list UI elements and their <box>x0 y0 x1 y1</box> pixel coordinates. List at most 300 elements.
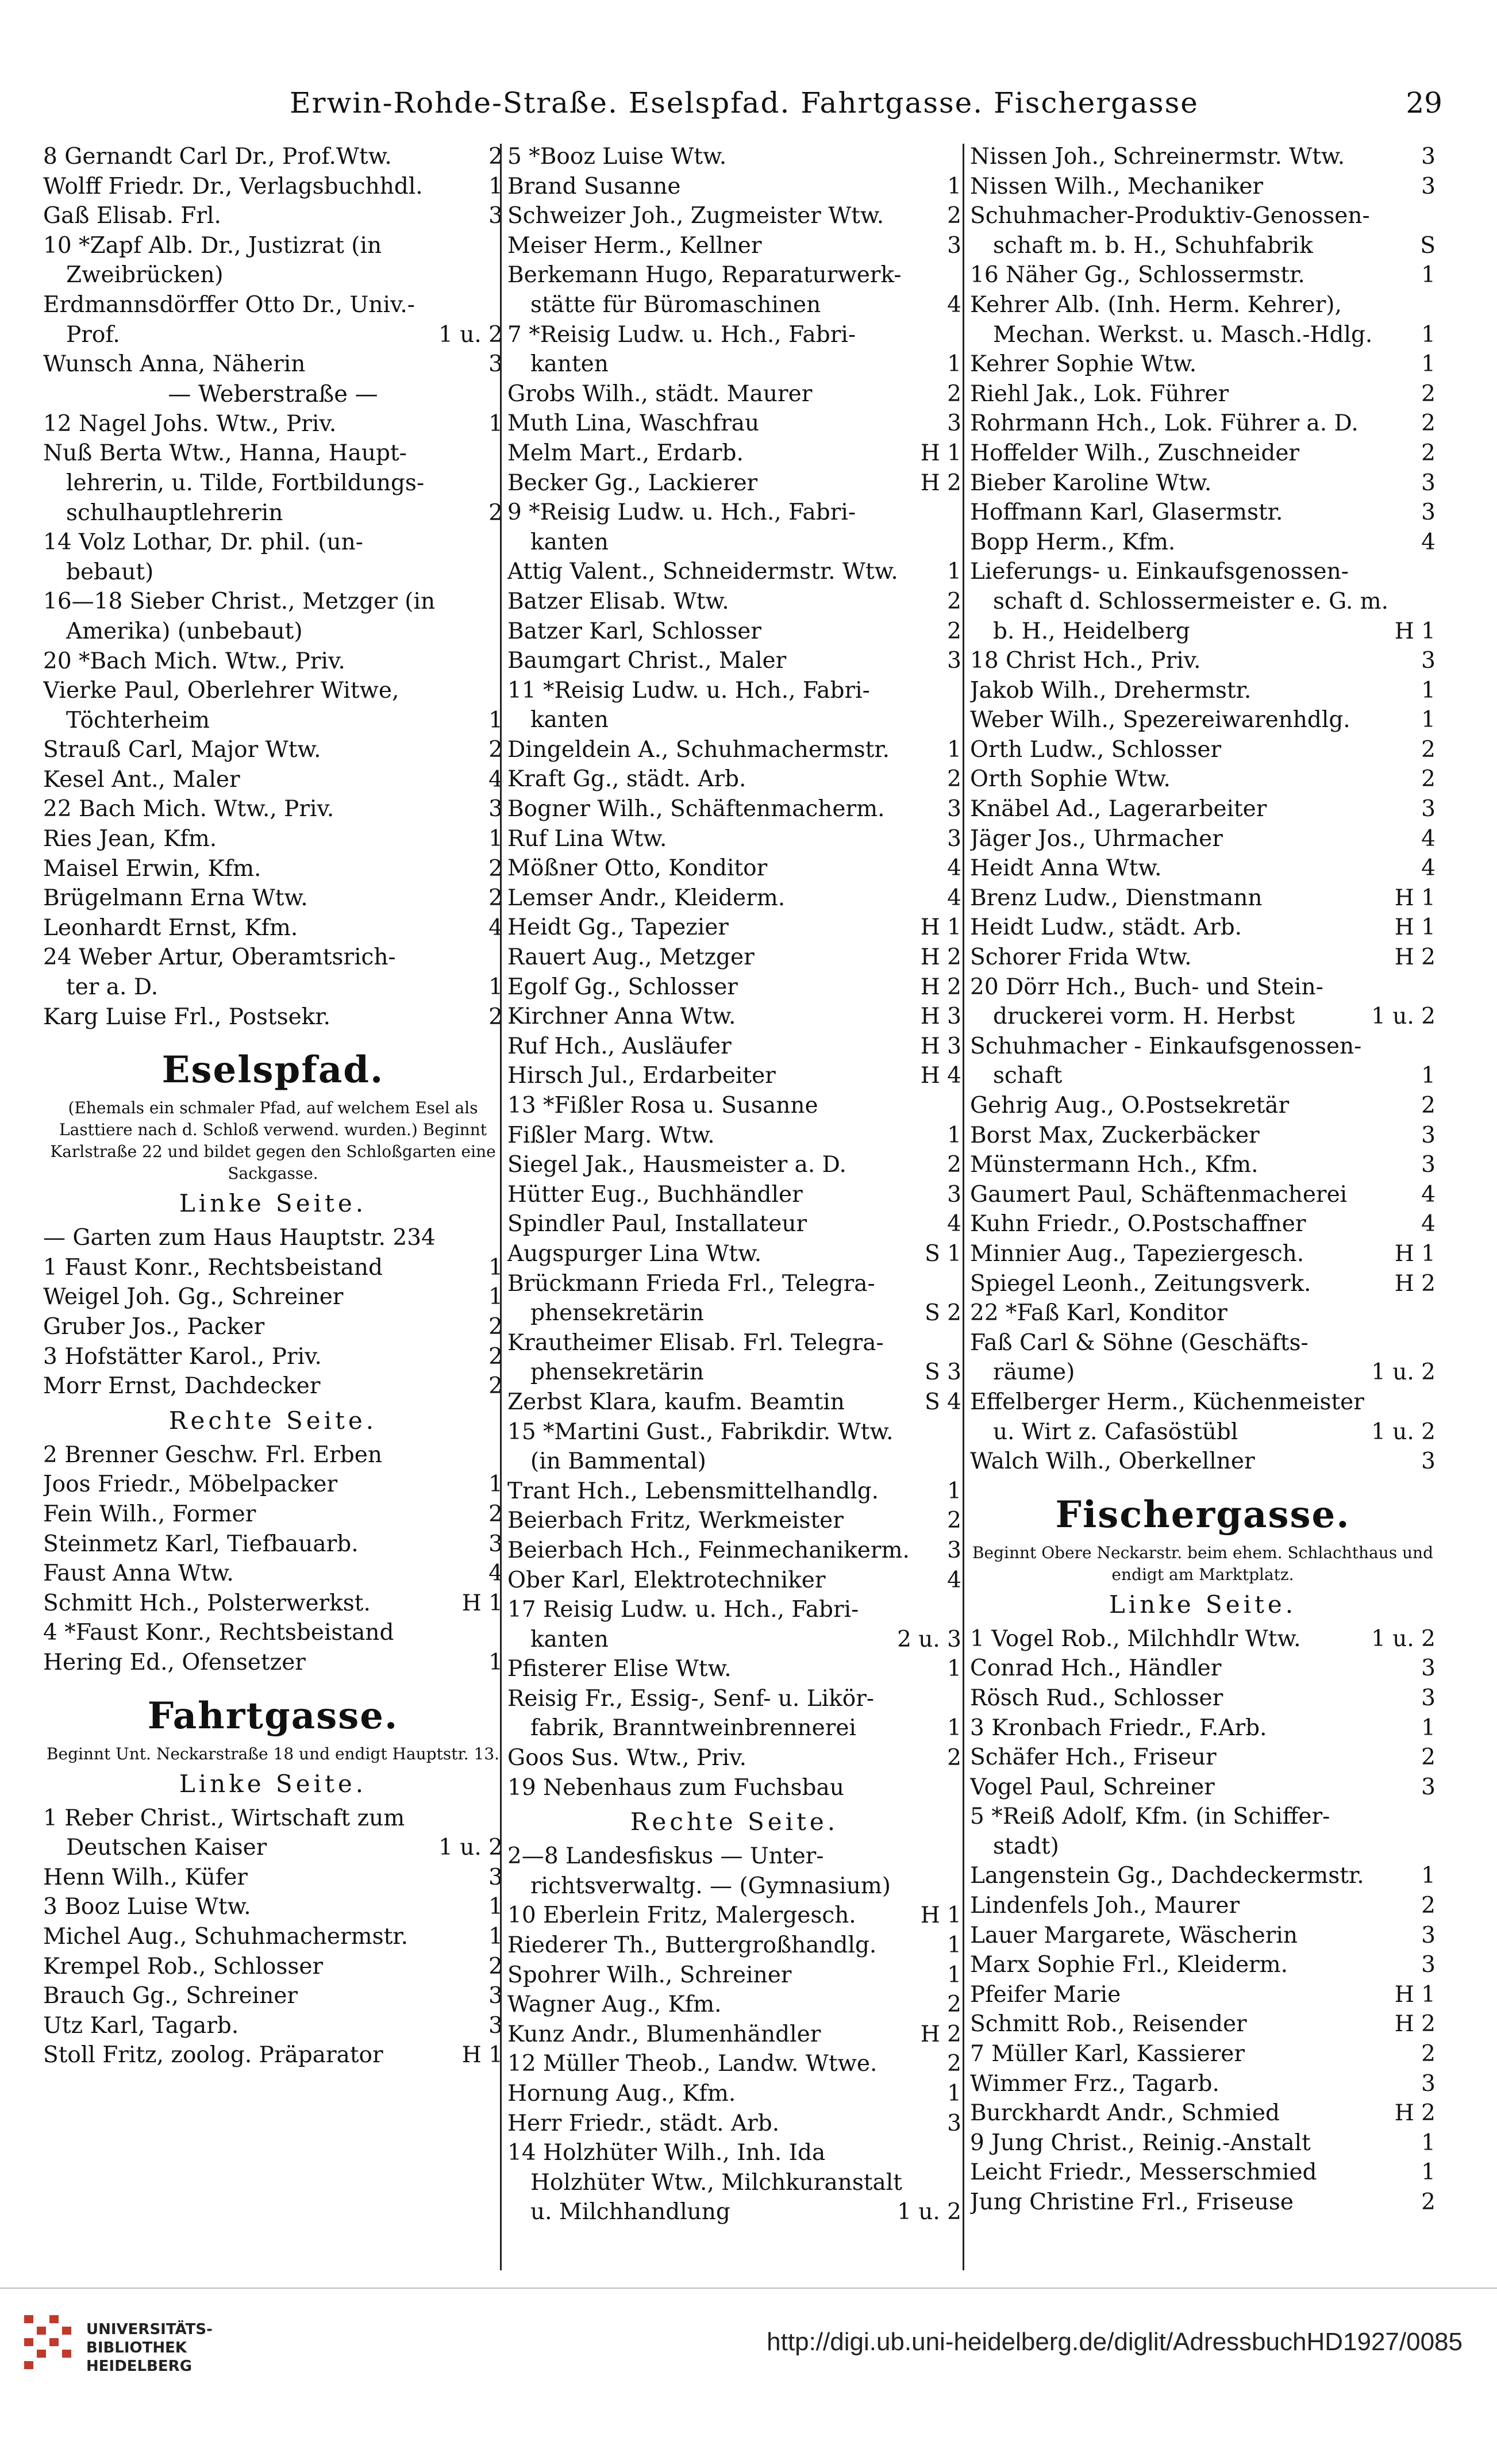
directory-entry <box>970 974 1436 1004</box>
entry-floor: H 3 <box>920 1004 961 1030</box>
directory-entry <box>970 737 1436 767</box>
entry-text: 11 *Reisig Ludw. u. Hch., Fabri- <box>507 677 870 704</box>
directory-entry <box>507 589 961 618</box>
entry-floor: 3 <box>488 796 503 822</box>
directory-entry <box>970 2189 1436 2219</box>
directory-entry <box>507 1300 961 1330</box>
entry-floor: 3 <box>1421 648 1436 674</box>
entry-text: Pfisterer Elise Wtw. <box>507 1656 732 1682</box>
entry-floor: H 1 <box>461 2042 503 2069</box>
entry-text: Riederer Th., Buttergroßhandlg. <box>507 1932 877 1959</box>
entry-text: Gaß Elisab. Frl. <box>43 203 221 229</box>
directory-entry <box>43 678 503 708</box>
entry-floor: 3 <box>1421 1448 1436 1475</box>
entry-text: Lauer Margarete, Wäscherin <box>970 1922 1298 1948</box>
entry-floor: 3 <box>488 1983 503 2009</box>
entry-floor: 3 <box>947 825 961 852</box>
entry-text: Kunz Andr., Blumenhändler <box>507 2021 821 2047</box>
directory-entry <box>970 410 1436 440</box>
directory-entry <box>507 1597 961 1627</box>
entry-text: Goos Sus. Wtw., Priv. <box>507 1745 747 1771</box>
directory-entry <box>507 1902 961 1932</box>
directory-entry <box>507 1745 961 1775</box>
directory-entry <box>43 1650 503 1679</box>
entry-floor: 1 u. 2 <box>897 2199 961 2225</box>
entry-text: Marx Sophie Frl., Kleiderm. <box>970 1952 1288 1978</box>
entry-floor: 1 u. 2 <box>438 1835 503 1861</box>
entry-text: Spohrer Wilh., Schreiner <box>507 1962 792 1988</box>
directory-entry <box>970 470 1436 500</box>
entry-floor: 4 <box>488 914 503 941</box>
entry-text: Egolf Gg., Schlosser <box>507 974 738 1000</box>
entry-floor: 3 <box>1421 1774 1436 1800</box>
entry-floor: 3 <box>947 796 961 822</box>
directory-entry <box>970 1685 1436 1715</box>
directory-entry <box>507 499 961 529</box>
directory-entry <box>43 1471 503 1501</box>
directory-entry <box>970 1359 1436 1389</box>
directory-entry <box>507 1004 961 1033</box>
entry-text: Trant Hch., Lebensmittelhandlg. <box>507 1478 879 1504</box>
entry-floor: 1 <box>947 1715 961 1742</box>
entry-text: 4 *Faust Konr., Rechtsbeistand <box>43 1620 394 1646</box>
entry-floor: S <box>1420 232 1436 259</box>
column-2 <box>500 144 961 2270</box>
entry-text: 3 Kronbach Friedr., F.Arb. <box>970 1715 1267 1741</box>
directory-entry <box>970 1448 1436 1478</box>
entry-floor: 3 <box>488 1531 503 1557</box>
directory-entry <box>507 381 961 411</box>
entry-floor: 2 <box>1421 380 1436 407</box>
entry-text: phensekretärin <box>530 1300 704 1327</box>
entry-text: Rohrmann Hch., Lok. Führer a. D. <box>970 410 1359 437</box>
directory-entry <box>43 974 503 1004</box>
entry-text: Schäfer Hch., Friseur <box>970 1744 1217 1771</box>
entry-text: Spiegel Leonh., Zeitungsverk. <box>970 1270 1311 1297</box>
entry-floor: 2 <box>488 885 503 912</box>
entry-floor: 2 <box>1421 440 1436 466</box>
entry-text: Bogner Wilh., Schäftenmacherm. <box>507 796 885 822</box>
entry-floor: 3 <box>1421 499 1436 526</box>
directory-entry <box>507 1686 961 1716</box>
directory-entry <box>970 1893 1436 1923</box>
entry-floor: 3 <box>947 1537 961 1563</box>
entry-floor: 2 <box>947 1745 961 1771</box>
entry-text: Lemser Andr., Kleiderm. <box>507 885 786 911</box>
entry-text: Becker Gg., Lackierer <box>507 470 758 496</box>
directory-entry <box>507 1063 961 1093</box>
entry-text: Steinmetz Karl, Tiefbauarb. <box>43 1531 359 1557</box>
entry-text: 24 Weber Artur, Oberamtsrich- <box>43 944 396 971</box>
entry-text: Ober Karl, Elektrotechniker <box>507 1567 826 1593</box>
entry-text: Nuß Berta Wtw., Hanna, Haupt- <box>43 440 407 467</box>
directory-entry <box>970 885 1436 915</box>
directory-entry <box>970 766 1436 796</box>
entry-floor: 1 <box>1421 262 1436 289</box>
footer <box>0 2288 1497 2464</box>
entry-text: 3 Hofstätter Karol., Priv. <box>43 1343 322 1370</box>
entry-text: Knäbel Ad., Lagerarbeiter <box>970 796 1267 822</box>
entry-text: 1 Faust Konr., Rechtsbeistand <box>43 1254 383 1281</box>
street-description: Beginnt Obere Neckarstr. beim ehem. Schlachthaus und endigt am Marktplatz. <box>972 1543 1434 1584</box>
logo-line: BIBLIOTHEK <box>86 2339 187 2357</box>
entry-text: Krempel Rob., Schlosser <box>43 1953 324 1979</box>
directory-entry <box>970 262 1436 292</box>
directory-entry <box>43 1983 503 2013</box>
directory-entry <box>43 1894 503 1924</box>
entry-text: Spindler Paul, Installateur <box>507 1211 807 1237</box>
directory-entry <box>43 885 503 915</box>
directory-entry <box>507 1152 961 1182</box>
entry-text: Muth Lina, Waschfrau <box>507 410 760 437</box>
entry-floor: H 2 <box>920 2021 961 2047</box>
entry-floor: 4 <box>947 291 961 318</box>
entry-text: Batzer Karl, Schlosser <box>507 618 761 644</box>
entry-floor: 4 <box>488 766 503 793</box>
entry-floor: 2 <box>947 203 961 229</box>
entry-text: Mößner Otto, Konditor <box>507 855 768 882</box>
entry-text: Bopp Herm., Kfm. <box>970 529 1176 555</box>
directory-entry <box>43 826 503 856</box>
directory-entry <box>507 826 961 856</box>
entry-floor: 2 <box>947 766 961 793</box>
entry-floor: 2 <box>1421 1093 1436 1118</box>
entry-text: Gaumert Paul, Schäftenmacherei <box>970 1181 1348 1208</box>
directory-entry <box>507 1567 961 1597</box>
directory-entry <box>507 440 961 470</box>
entry-floor: 3 <box>1421 1122 1436 1148</box>
entry-text: fabrik, Branntweinbrennerei <box>530 1715 856 1742</box>
entry-text: Ruf Lina Wtw. <box>507 825 667 852</box>
directory-entry <box>507 2081 961 2111</box>
entry-text: Kraft Gg., städt. Arb. <box>507 766 746 793</box>
entry-floor: 1 u. 2 <box>1371 1419 1436 1445</box>
directory-entry <box>507 1241 961 1271</box>
entry-floor: 1 u. 2 <box>1371 1625 1436 1652</box>
side-heading: Rechte Seite. <box>630 1808 839 1836</box>
directory-entry <box>970 2159 1436 2189</box>
entry-floor: 1 <box>1421 351 1436 378</box>
entry-floor: 3 <box>1421 173 1436 199</box>
entry-floor: 4 <box>1421 1181 1436 1208</box>
entry-floor: H 2 <box>920 470 961 496</box>
directory-entry <box>970 1833 1436 1863</box>
entry-text: Weber Wilh., Spezereiwarenhdlg. <box>970 707 1350 733</box>
entry-text: Walch Wilh., Oberkellner <box>970 1448 1255 1475</box>
directory-entry <box>970 1744 1436 1774</box>
entry-text: Faß Carl & Söhne (Geschäfts- <box>970 1329 1309 1356</box>
directory-entry <box>970 1123 1436 1152</box>
entry-text: 15 *Martini Gust., Fabrikdir. Wtw. <box>507 1419 894 1445</box>
entry-floor: 3 <box>1421 1685 1436 1711</box>
entry-text: Herr Friedr., städt. Arb. <box>507 2110 780 2136</box>
entry-text: Brauch Gg., Schreiner <box>43 1983 298 2009</box>
entry-floor: 3 <box>488 2012 503 2039</box>
entry-text: 3 Booz Luise Wtw. <box>43 1894 251 1920</box>
entry-text: Hirsch Jul., Erdarbeiter <box>507 1063 776 1089</box>
entry-text: Rösch Rud., Schlosser <box>970 1685 1223 1711</box>
entry-floor: H 1 <box>1394 1240 1436 1267</box>
entry-floor: 2 <box>488 737 503 763</box>
directory-entry <box>970 440 1436 470</box>
directory-entry <box>970 1063 1436 1093</box>
directory-entry <box>970 381 1436 411</box>
entry-text: Heidt Anna Wtw. <box>970 855 1162 882</box>
digital-library-link[interactable]: http://digi.ub.uni-heidelberg.de/diglit/AdressbuchHD1927/0085 <box>767 2328 1463 2356</box>
column-3 <box>963 144 1436 2270</box>
directory-entry <box>507 1182 961 1212</box>
directory-entry <box>507 2111 961 2140</box>
entry-floor: 1 <box>947 1478 961 1504</box>
entry-floor: 1 u. 2 <box>438 321 503 348</box>
logo-square <box>37 2350 46 2358</box>
entry-text: Beierbach Fritz, Werkmeister <box>507 1508 844 1534</box>
entry-floor: H 2 <box>1394 2100 1436 2127</box>
directory-entry <box>43 737 503 767</box>
entry-floor: 2 <box>1421 2189 1436 2215</box>
entry-floor: 3 <box>947 648 961 674</box>
directory-entry <box>507 914 961 944</box>
entry-text: Morr Ernst, Dachdecker <box>43 1373 321 1400</box>
side-heading: Linke Seite. <box>179 1769 367 1798</box>
entry-text: schaft d. Schlossermeister e. G. m. <box>993 588 1389 614</box>
entry-text: Henn Wilh., Küfer <box>43 1864 248 1890</box>
side-heading: Rechte Seite. <box>168 1406 378 1435</box>
directory-entry <box>970 707 1436 737</box>
entry-text: 13 *Fißler Rosa u. Susanne <box>507 1093 818 1118</box>
entry-text: Hütter Eug., Buchhändler <box>507 1181 803 1208</box>
entry-text: Minnier Aug., Tapeziergesch. <box>970 1240 1304 1267</box>
entry-text: 10 Eberlein Fritz, Malergesch. <box>507 1902 856 1929</box>
entry-text: Meiser Herm., Kellner <box>507 232 762 259</box>
directory-entry <box>507 1656 961 1686</box>
entry-floor: 4 <box>947 1211 961 1237</box>
entry-floor: 1 <box>488 974 503 1001</box>
entry-text: Baumgart Christ., Maler <box>507 648 787 674</box>
directory-entry <box>507 707 961 737</box>
entry-floor: H 3 <box>920 1033 961 1059</box>
entry-floor: 1 <box>488 410 503 437</box>
library-logo-icon <box>17 2312 80 2375</box>
directory-entry <box>970 618 1436 648</box>
entry-text: Kesel Ant., Maler <box>43 766 240 793</box>
entry-floor: 2 <box>947 1992 961 2018</box>
entry-floor: 1 <box>947 2081 961 2106</box>
entry-text: Brügelmann Erna Wtw. <box>43 885 308 912</box>
entry-floor: 2 <box>1421 766 1436 793</box>
directory-entry <box>970 1952 1436 1982</box>
directory-entry <box>970 2041 1436 2071</box>
entry-text: kanten <box>530 529 609 555</box>
entry-floor: 1 <box>947 1962 961 1988</box>
entry-floor: 2 <box>488 1373 503 1400</box>
entry-floor: H 1 <box>1394 885 1436 911</box>
entry-text: 5 *Reiß Adolf, Kfm. (in Schiffer- <box>970 1804 1330 1830</box>
entry-text: Brenz Ludw., Dienstmann <box>970 885 1263 911</box>
entry-floor: 3 <box>488 351 503 378</box>
entry-floor: 2 <box>947 1508 961 1534</box>
entry-text: 14 Volz Lothar, Dr. phil. (un- <box>43 529 363 556</box>
street-description: Beginnt Unt. Neckarstraße 18 und endigt Hauptstr. 13. <box>46 1744 500 1763</box>
directory-entry <box>507 529 961 559</box>
entry-text: Nissen Joh., Schreinermstr. Wtw. <box>970 144 1345 170</box>
entry-floor: 4 <box>947 885 961 911</box>
entry-floor: 1 <box>1421 1063 1436 1089</box>
directory-entry <box>507 944 961 974</box>
directory-entry <box>43 233 503 263</box>
directory-entry <box>970 855 1436 885</box>
directory-entry <box>43 1954 503 1983</box>
entry-floor: 3 <box>947 1181 961 1208</box>
directory-entry <box>507 1093 961 1123</box>
directory-entry <box>507 2021 961 2051</box>
directory-entry <box>970 292 1436 322</box>
directory-entry <box>970 589 1436 618</box>
entry-text: Vierke Paul, Oberlehrer Witwe, <box>43 678 399 704</box>
directory-entry <box>43 351 503 381</box>
entry-text: 22 *Faß Karl, Konditor <box>970 1300 1227 1327</box>
directory-entry <box>970 559 1436 589</box>
entry-text: Brückmann Frieda Frl., Telegra- <box>507 1270 875 1297</box>
entry-floor: 2 <box>1421 410 1436 437</box>
entry-text: Münstermann Hch., Kfm. <box>970 1152 1259 1178</box>
directory-entry <box>507 1211 961 1241</box>
entry-floor: 2 <box>488 144 503 170</box>
entry-text: Erdmannsdörffer Otto Dr., Univ.- <box>43 291 415 318</box>
entry-text: Pfeifer Marie <box>970 1981 1121 2008</box>
directory-entry <box>507 2051 961 2081</box>
entry-text: u. Wirt z. Cafasöstübl <box>993 1419 1238 1445</box>
directory-entry <box>507 1419 961 1449</box>
directory-entry <box>970 1004 1436 1033</box>
directory-entry <box>43 708 503 737</box>
entry-floor: 1 <box>488 1471 503 1498</box>
entry-text: 12 Müller Theob., Landw. Wtwe. <box>507 2051 878 2077</box>
directory-entry <box>507 1359 961 1389</box>
directory-entry <box>43 2042 503 2072</box>
entry-text: Schweizer Joh., Zugmeister Wtw. <box>507 203 884 229</box>
entry-text: kanten <box>530 1626 609 1652</box>
directory-entry <box>43 1805 503 1835</box>
entry-floor: 1 u. 2 <box>1371 1004 1436 1030</box>
directory-entry <box>43 618 503 648</box>
entry-text: Wimmer Frz., Tagarb. <box>970 2070 1219 2097</box>
directory-entry <box>970 914 1436 944</box>
entry-text: Lieferungs- u. Einkaufsgenossen- <box>970 559 1349 585</box>
directory-entry <box>507 885 961 915</box>
entry-floor: H 1 <box>1394 618 1436 644</box>
entry-text: Vogel Paul, Schreiner <box>970 1774 1215 1800</box>
entry-text: Siegel Jak., Hausmeister a. D. <box>507 1152 846 1178</box>
entry-floor: 2 u. 3 <box>897 1626 961 1652</box>
entry-floor: 1 <box>488 1254 503 1281</box>
directory-entry <box>970 1655 1436 1685</box>
entry-floor: 3 <box>1421 2070 1436 2097</box>
directory-entry <box>43 144 503 174</box>
entry-text: Maisel Erwin, Kfm. <box>43 855 261 882</box>
running-title: Erwin-Rohde-Straße. Eselspfad. Fahrtgasse. Fischergasse <box>290 86 1199 120</box>
directory-entry <box>43 1865 503 1894</box>
directory-entry <box>507 1932 961 1962</box>
entry-text: Utz Karl, Tagarb. <box>43 2012 239 2039</box>
directory-entry <box>970 529 1436 559</box>
directory-entry <box>507 2140 961 2170</box>
entry-floor: 3 <box>1421 144 1436 170</box>
directory-entry <box>970 233 1436 263</box>
entry-text: Leonhardt Ernst, Kfm. <box>43 914 298 941</box>
entry-floor: 2 <box>947 380 961 407</box>
entry-floor: 3 <box>1421 1922 1436 1948</box>
street-title: Fahrtgasse. <box>147 1694 399 1738</box>
entry-text: Bieber Karoline Wtw. <box>970 470 1212 496</box>
directory-entry <box>970 1804 1436 1833</box>
entry-text: Strauß Carl, Major Wtw. <box>43 737 321 763</box>
directory-entry <box>43 1590 503 1620</box>
page-header <box>46 86 1442 132</box>
directory-entry <box>43 1620 503 1650</box>
directory-entry <box>507 410 961 440</box>
entry-text: Heidt Gg., Tapezier <box>507 914 729 941</box>
entry-floor: 2 <box>947 618 961 644</box>
entry-floor: 4 <box>488 1560 503 1587</box>
entry-text: 18 Christ Hch., Priv. <box>970 648 1201 674</box>
directory-entry <box>507 1508 961 1537</box>
entry-text: Nissen Wilh., Mechaniker <box>970 173 1264 199</box>
directory-entry <box>507 1962 961 1992</box>
directory-entry <box>43 1560 503 1590</box>
directory-entry <box>507 1271 961 1301</box>
entry-floor: 2 <box>947 588 961 614</box>
directory-entry <box>43 767 503 797</box>
directory-entry <box>43 203 503 233</box>
entry-floor: 1 <box>488 826 503 852</box>
directory-entry <box>970 678 1436 708</box>
entry-text: Ruf Hch., Ausläufer <box>507 1033 732 1059</box>
entry-text: Kehrer Alb. (Inh. Herm. Kehrer), <box>970 291 1342 318</box>
directory-entry <box>43 1314 503 1344</box>
logo-square <box>62 2350 71 2358</box>
entry-floor: 2 <box>488 855 503 882</box>
directory-entry <box>970 1982 1436 2012</box>
entry-text: Burckhardt Andr., Schmied <box>970 2100 1280 2127</box>
entry-floor: 4 <box>1421 825 1436 852</box>
entry-text: Wolff Friedr. Dr., Verlagsbuchhdl. <box>43 173 423 199</box>
entry-text: 9 Jung Christ., Reinig.-Anstalt <box>970 2129 1311 2156</box>
directory-entry <box>970 2011 1436 2041</box>
directory-entry <box>43 1344 503 1374</box>
logo-square <box>49 2315 59 2323</box>
directory-entry <box>507 2199 961 2229</box>
directory-entry <box>970 1330 1436 1360</box>
entry-text: Faust Anna Wtw. <box>43 1560 234 1587</box>
entry-floor: 2 <box>488 1004 503 1030</box>
directory-entry <box>43 262 503 292</box>
logo-square <box>24 2338 33 2346</box>
directory-entry <box>507 855 961 885</box>
entry-text: 2—8 Landesfiskus — Unter- <box>507 1843 824 1870</box>
entry-text: — Garten zum Haus Hauptstr. 234 <box>43 1225 436 1251</box>
directory-entry <box>970 1093 1436 1123</box>
directory-entry <box>43 529 503 559</box>
entry-text: Zweibrücken) <box>66 262 224 289</box>
directory-entry <box>507 1389 961 1419</box>
entry-text: ter a. D. <box>66 974 159 1001</box>
entry-floor: 1 <box>1421 1715 1436 1741</box>
entry-floor: 1 <box>1421 707 1436 733</box>
entry-text: 22 Bach Mich. Wtw., Priv. <box>43 796 334 822</box>
logo-square <box>37 2327 46 2335</box>
entry-text: räume) <box>993 1359 1075 1386</box>
